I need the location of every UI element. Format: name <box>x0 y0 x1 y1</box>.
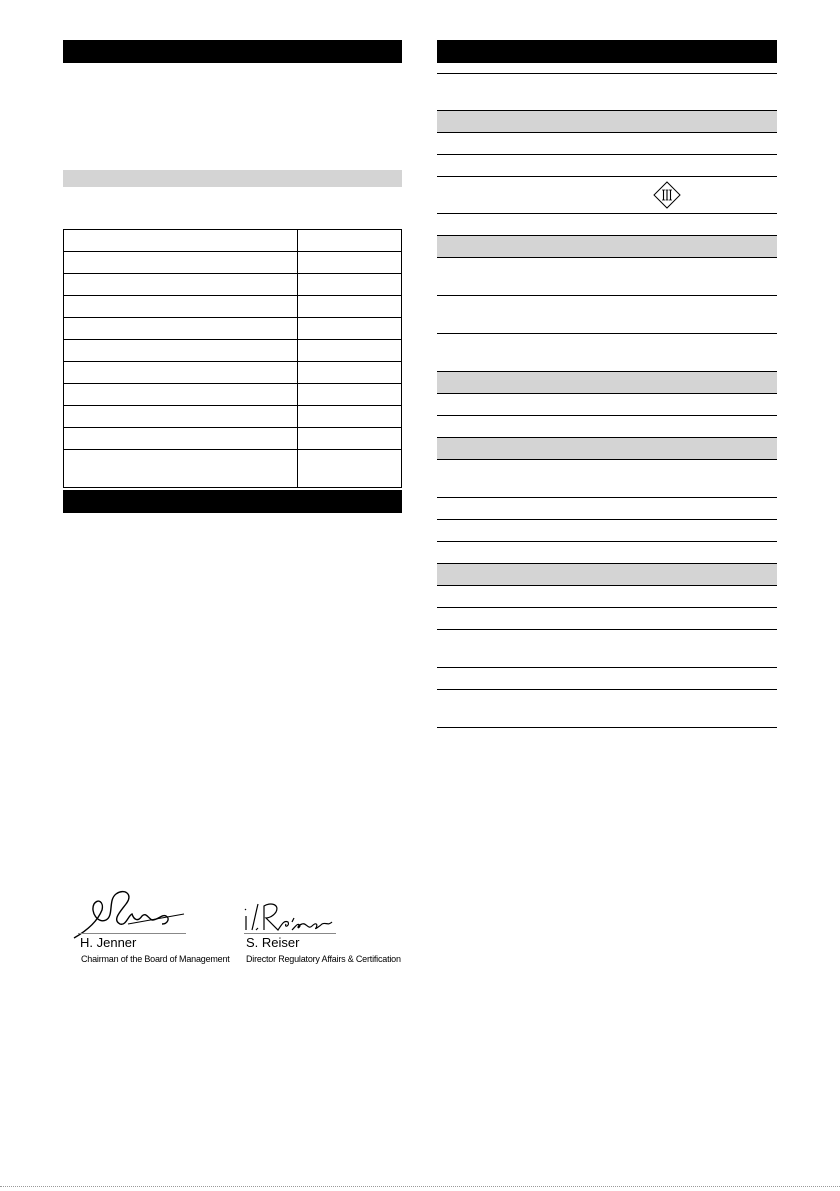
right-group-bar-1 <box>437 110 777 132</box>
divider <box>437 629 777 630</box>
divider <box>437 235 777 236</box>
divider <box>437 257 777 258</box>
table-row <box>64 384 402 406</box>
table-row <box>64 362 402 384</box>
left-subsection-bar <box>63 170 402 187</box>
table-row <box>64 274 402 296</box>
signature-reiser <box>240 896 340 936</box>
divider <box>437 393 777 394</box>
table-row <box>64 296 402 318</box>
signatory-title-1: Chairman of the Board of Management <box>81 954 230 964</box>
divider <box>437 73 777 74</box>
left-data-table <box>63 229 402 488</box>
right-group-bar-5 <box>437 563 777 585</box>
table-row <box>64 450 402 488</box>
divider <box>437 607 777 608</box>
signature-jenner <box>68 880 188 940</box>
divider <box>437 519 777 520</box>
divider <box>437 563 777 564</box>
divider <box>437 176 777 177</box>
divider <box>437 437 777 438</box>
table-row <box>64 252 402 274</box>
protection-class-III-icon <box>653 181 681 209</box>
divider <box>437 154 777 155</box>
divider <box>437 295 777 296</box>
table-row <box>64 428 402 450</box>
divider <box>437 132 777 133</box>
divider <box>437 459 777 460</box>
table-row <box>64 340 402 362</box>
left-section-header-bar <box>63 40 402 63</box>
table-row <box>64 406 402 428</box>
divider <box>437 371 777 372</box>
divider <box>437 415 777 416</box>
divider <box>437 333 777 334</box>
right-section-header-bar <box>437 40 777 63</box>
signature-line-1 <box>78 933 186 934</box>
divider <box>437 585 777 586</box>
page-bottom-edge <box>0 1186 840 1188</box>
table-row <box>64 230 402 252</box>
signatory-name-2: S. Reiser <box>246 935 300 950</box>
right-group-bar-2 <box>437 235 777 257</box>
right-group-bar-4 <box>437 437 777 459</box>
divider <box>437 667 777 668</box>
signature-line-2 <box>244 933 336 934</box>
divider <box>437 213 777 214</box>
divider <box>437 689 777 690</box>
signatory-title-2: Director Regulatory Affairs & Certification <box>246 954 401 964</box>
table-row <box>64 318 402 340</box>
divider <box>437 727 777 728</box>
divider <box>437 497 777 498</box>
divider <box>437 541 777 542</box>
left-section-header-bar-2 <box>63 490 402 513</box>
right-group-bar-3 <box>437 371 777 393</box>
divider <box>437 110 777 111</box>
signatory-name-1: H. Jenner <box>80 935 137 950</box>
